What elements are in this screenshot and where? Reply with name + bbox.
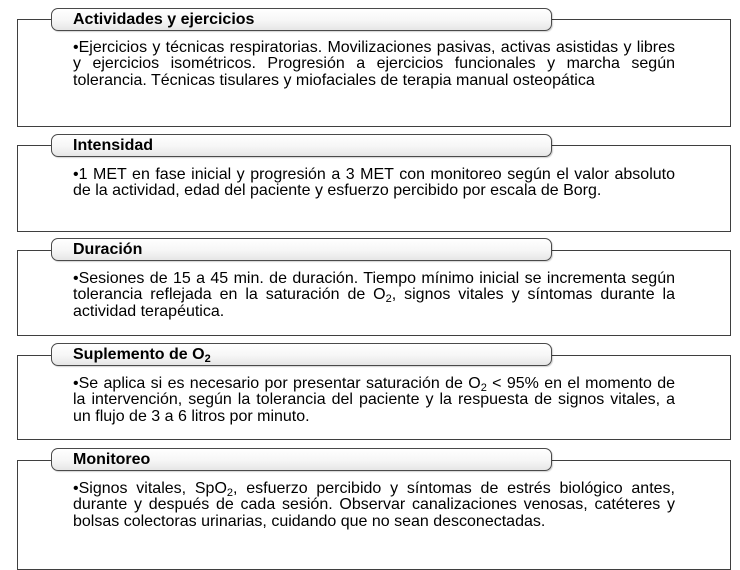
monitoreo-text-sub: 2 xyxy=(226,487,234,499)
suplemento-title-main: Suplemento de O xyxy=(73,346,205,363)
suplemento-text-after: < 95% en el momento de la intervención, según la tolerancia del paciente y la respuesta de signos vitales, a un flujo de 3 a 6 litros por minuto. xyxy=(73,375,676,425)
actividades-text: •Ejercicios y técnicas respiratorias. Movilizaciones pasivas, activas asistidas y libres y ejercicios isométricos. Progresión a ejercicios funcionales y marcha según tolerancia. Técnicas tisulares y miofaciales de terapia manual osteopática xyxy=(73,39,675,89)
monitoreo-text-after: , esfuerzo percibido y síntomas de estrés biológico antes, durante y después de cada sesión. Observar canalizaciones venosas, catéteres y bolsas colectoras urinarias, cuidando que no sean desconectadas. xyxy=(73,480,675,530)
duracion-text-before: •Sesiones de 15 a 45 min. de duración. Tiempo mínimo inicial se incrementa según tolerancia reflejada en la saturación de O xyxy=(73,270,675,304)
actividades-title: Actividades y ejercicios xyxy=(51,8,552,31)
monitoreo-title: Monitoreo xyxy=(51,448,552,471)
suplemento-title xyxy=(51,343,552,366)
suplemento-text-sub: 2 xyxy=(480,382,487,394)
monitoreo-text-before: •Signos vitales, SpO xyxy=(73,480,227,497)
suplemento-text-before: •Se aplica si es necesario por presentar saturación de O xyxy=(73,375,481,392)
duracion-text xyxy=(73,271,675,320)
duracion-text-sub: 2 xyxy=(385,293,392,306)
intensidad-text: •1 MET en fase inicial y progresión a 3 MET con monitoreo según el valor absoluto de la actividad, edad del paciente y esfuerzo percibido por escala de Borg. xyxy=(73,166,675,200)
intensidad-title: Intensidad xyxy=(51,134,552,157)
suplemento-title-sub: 2 xyxy=(204,353,211,365)
suplemento-text xyxy=(73,376,675,425)
monitoreo-text xyxy=(73,481,675,530)
duracion-text-after: , signos vitales y síntomas durante la actividad terapéutica. xyxy=(73,286,675,320)
duracion-title: Duración xyxy=(51,238,552,261)
